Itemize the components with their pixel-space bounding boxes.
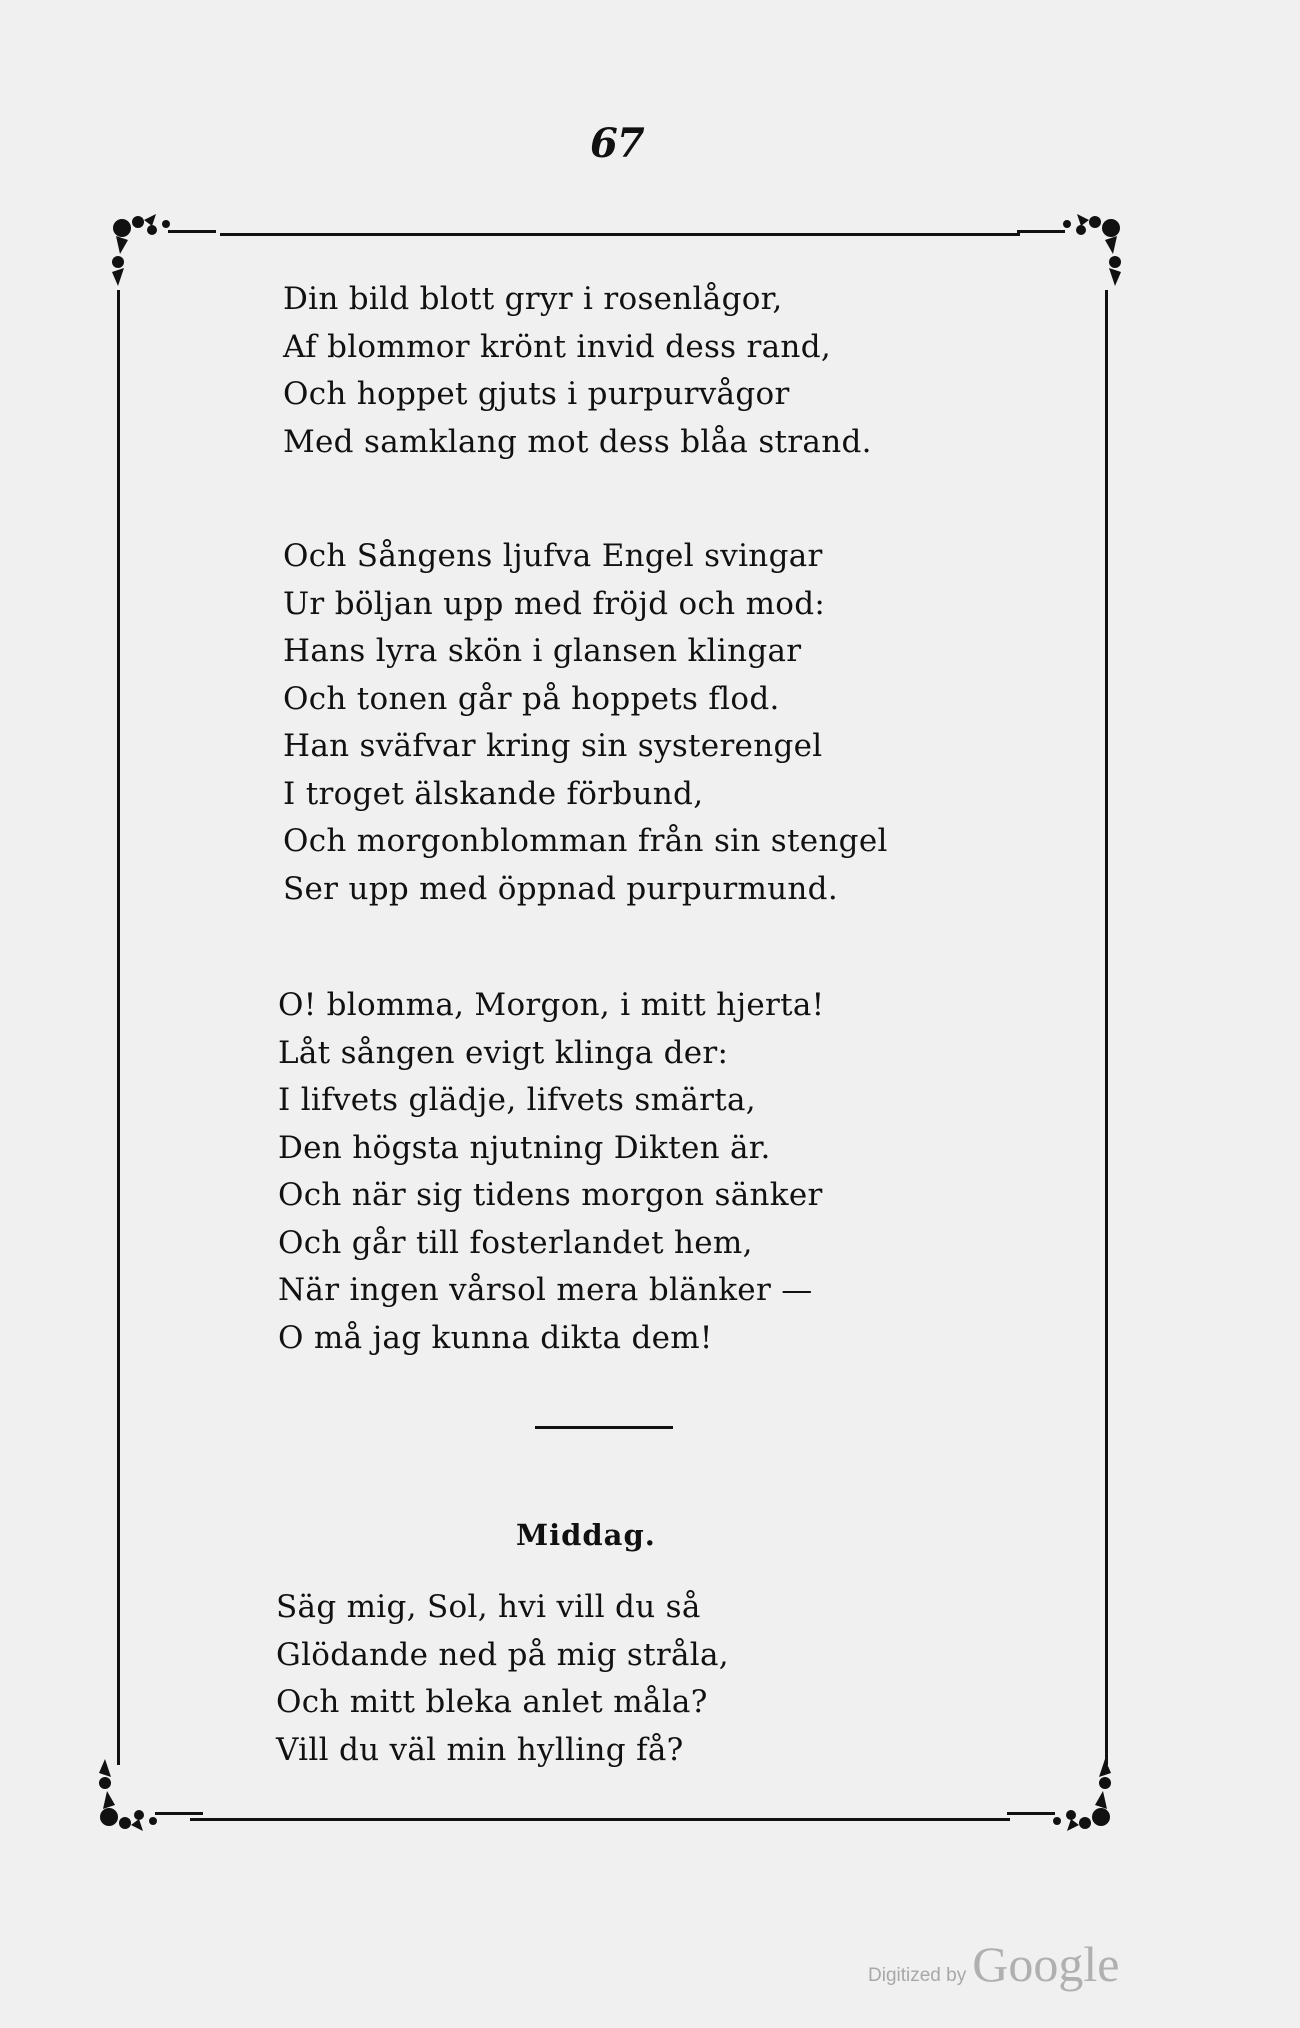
- poem-line: Hans lyra skön i glansen klingar: [283, 633, 802, 669]
- section-title: Middag.: [516, 1518, 656, 1552]
- poem-line: Ur böljan upp med fröjd och mod:: [283, 585, 826, 622]
- poem-line: Din bild blott gryr i rosenlågor,: [283, 281, 783, 317]
- poem-line: Säg mig, Sol, hvi vill du så: [276, 1589, 701, 1625]
- poem-line: Glödande ned på mig stråla,: [276, 1636, 729, 1673]
- corner-ornament-top-right-icon: [1015, 210, 1125, 300]
- poem-stanza-1: [283, 276, 872, 466]
- page-number: 67: [590, 120, 644, 167]
- poem-line: Och när sig tidens morgon sänker: [278, 1177, 823, 1213]
- poem-line: Han sväfvar kring sin systerengel: [283, 728, 823, 764]
- frame-top-rule: [220, 233, 1020, 236]
- poem-line: Och morgonblomman från sin stengel: [283, 823, 888, 859]
- digitized-watermark: [868, 1935, 1119, 1993]
- corner-ornament-top-left-icon: [108, 210, 218, 300]
- poem-line: Och Sångens ljufva Engel svingar: [283, 538, 823, 574]
- poem-line: Och mitt bleka anlet måla?: [276, 1684, 708, 1720]
- poem-line: Af blommor krönt invid dess rand,: [283, 328, 831, 365]
- poem-line: Med samklang mot dess blåa strand.: [283, 423, 872, 460]
- corner-ornament-bottom-right-icon: [1005, 1745, 1115, 1835]
- poem-stanza-3: [278, 982, 824, 1362]
- poem-line: I troget älskande förbund,: [283, 775, 704, 812]
- poem-line: Låt sången evigt klinga der:: [278, 1034, 729, 1071]
- poem-stanza-2: [283, 533, 888, 913]
- frame-bottom-rule: [190, 1818, 1010, 1821]
- frame-left-rule: [117, 290, 120, 1765]
- frame-right-rule: [1105, 290, 1108, 1765]
- poem-line: O må jag kunna dikta dem!: [278, 1319, 713, 1356]
- watermark-prefix: Digitized by: [868, 1965, 967, 1986]
- poem-line: Och går till fosterlandet hem,: [278, 1224, 753, 1261]
- poem-line: När ingen vårsol mera blänker —: [278, 1272, 813, 1308]
- poem-line: Den högsta njutning Dikten är.: [278, 1129, 771, 1166]
- poem-line: Och tonen går på hoppets flod.: [283, 680, 780, 717]
- poem-line: O! blomma, Morgon, i mitt hjerta!: [278, 987, 825, 1023]
- poem-line: Ser upp med öppnad purpurmund.: [283, 870, 838, 907]
- poem-line: I lifvets glädje, lifvets smärta,: [278, 1082, 756, 1118]
- poem-line: Vill du väl min hylling få?: [276, 1731, 684, 1768]
- watermark-brand: Google: [972, 1936, 1120, 1992]
- corner-ornament-bottom-left-icon: [95, 1745, 205, 1835]
- poem-line: Och hoppet gjuts i purpurvågor: [283, 376, 790, 412]
- poem-stanza-middag: [276, 1584, 729, 1774]
- section-divider: [535, 1426, 673, 1429]
